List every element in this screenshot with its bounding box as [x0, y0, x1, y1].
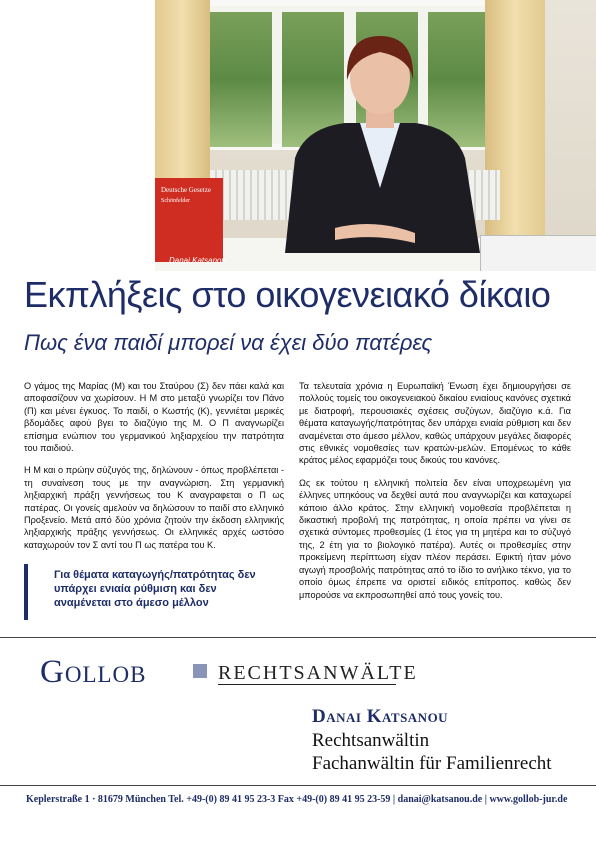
lawyer-title: Rechtsanwältin	[312, 730, 430, 751]
paragraph: Η Μ και ο πρώην σύζυγός της, δηλώνουν - όπως προβλέπεται - τη συναίνεση τους με την αναγνώριση. Στη γερμανική ληξιαρχική πράξη γεννήσεως του Κ αναγραφεται ο Π ως πατέρας. Οι γονείς αμελούν να δηλώσουν το παιδί στο ελληνικό Προξενείο. Μετά από δύο χρόνια ζητούν την έκδοση ελληνικής ληξιαρχικής πράξης γεννήσεως. Οι ελληνικές αρχές ωστόσο καταχωρούν τον Σ αντί του Π ως πατέρα του Κ.	[24, 465, 284, 550]
paragraph: Ως εκ τούτου η ελληνική πολιτεία δεν είναι υποχρεωμένη για έλληνες υπηκόους να δεχθεί αυτά που αναγνωρίζει και καταχωρεί κάποιο άλλο κράτος. Στην ελληνική νομοθεσία προβλέπεται η δικαστική προβολή της πατρότητας, η οποία πρέπει να γίνει σε σχετικά σύντομες προθεσμίες (1 έτος για τη μητέρα και το σύζυγό της, 2 έτη για το βιολογικό πατέρα). Αυτές οι προθεσμίες στην προκείμενη περίπτωση είχαν πλέον περάσει. Εφικτή ήταν μόνο αγωγή προσβολής πατρότητας από το ίδιο το ανήλικο τέκνο, για το οποίο όμως έπρεπε να οριστεί ειδικός επίτροπος. καθώς δεν μπορούσε να εκπροσωπηθεί από τους γονείς του.	[299, 477, 571, 600]
firm-suffix: RECHTSANWÄLTE	[218, 662, 418, 684]
subheadline: Πως ένα παιδί μπορεί να έχει δύο πατέρες	[24, 330, 433, 355]
law-book	[155, 178, 223, 262]
divider	[0, 637, 596, 638]
pull-quote: Για θέματα καταγωγής/πατρότητας δεν υπάρχει ενιαία ρύθμιση και δεν αναμένεται στο άμεσο μέλλον	[24, 564, 274, 620]
headline: Εκπλήξεις στο οικογενειακό δίκαιο	[24, 274, 551, 315]
lawyer-specialty: Fachanwältin für Familienrecht	[312, 753, 552, 774]
person-illustration	[265, 28, 495, 253]
portrait-photo	[155, 0, 596, 271]
left-column	[24, 380, 284, 561]
book-publisher: Schönfelder	[161, 198, 190, 204]
right-column	[299, 380, 571, 611]
firm-logo: Gollob	[40, 654, 147, 690]
contact-footer: Keplerstraße 1 · 81679 München Tel. +49-(0) 89 41 95 23-3 Fax +49-(0) 89 41 95 23-59 | danai@katsanou.de | www.gollob-jur.de	[26, 794, 568, 805]
paragraph: Τα τελευταία χρόνια η Ευρωπαϊκή Ένωση έχει δημιουργήσει σε πολλούς τομείς του οικογενειακού δικαίου ενιαίους κανόνες σχετικά με διατροφή, περουσιακές σχέσεις συζύγων, διαζύγιο κ.ά. Για θέματα καταγωγής/πατρότητας δεν υπάρχει ενιαία ρύθμιση και δεν αναμένεται στο άμεσο μέλλον, καθώς υπάρχουν μεγάλες διαφορές στις εθνικές νομοθεσίες των κρατών-μελών. Επομένως το κάθε κράτος μέλος εφαρμόζει τους δικούς του κανόνες.	[299, 381, 571, 466]
photo-caption: Danai Katsanou	[169, 256, 226, 265]
logo-square	[193, 664, 207, 678]
window-pane	[210, 12, 272, 147]
logo-underline	[218, 684, 396, 685]
paragraph: Ο γάμος της Μαρίας (Μ) και του Σταύρου (Σ) δεν πάει καλά και αποφασίζουν να χωρίσουν. Η Μ στο μεταξύ γνωρίζει τον Πάνο (Π) και μένει έγκυος. Το παιδί, ο Κωστής (Κ), γεννιέται μερικές βδομάδες αφού βγει το διαζύγιο της Μ. Ο Π αναγνωρίζει επίσημα ενώπιον του γερμανικού ληξιαρχείου την πατρότητα του παιδιού.	[24, 381, 284, 454]
desk-box	[480, 235, 596, 271]
divider	[0, 785, 596, 786]
lawyer-name: Danai Katsanou	[312, 706, 449, 727]
book-title: Deutsche Gesetze	[161, 186, 211, 194]
